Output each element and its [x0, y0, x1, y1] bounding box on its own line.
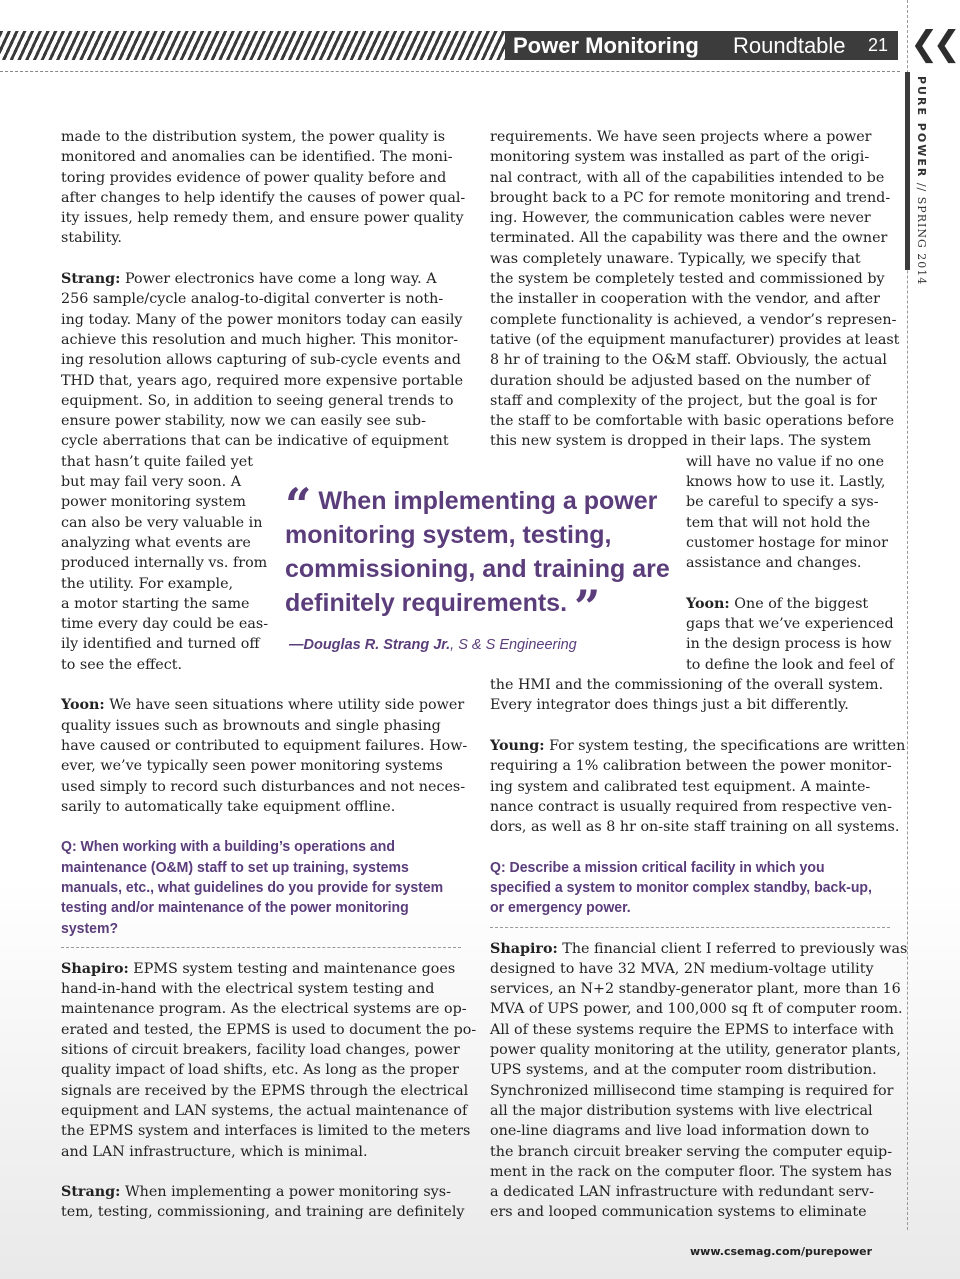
right-question — [490, 858, 878, 919]
text-line: erated and tested, the EPMS is used to document the po- — [61, 1021, 477, 1038]
right-paragraph-4 — [490, 939, 908, 1223]
paragraph-lines — [490, 756, 900, 837]
paragraph-text: For system testing, the specifications are written — [544, 737, 906, 754]
text-line: ment in the rack on the computer floor. The system has — [490, 1163, 892, 1180]
attribution-affiliation: , S & S Engineering — [450, 637, 577, 653]
text-line: Synchronized millisecond time stamping is required for — [490, 1082, 894, 1099]
text-line: made to the distribution system, the power quality is — [61, 129, 446, 145]
text-line: a dedicated LAN infrastructure with redundant serv- — [490, 1184, 874, 1201]
text-line: all the major distribution systems with live electrical — [490, 1102, 873, 1119]
text-line: used simply to record such disturbances and not neces- — [61, 778, 466, 795]
left-paragraph-5 — [61, 1182, 465, 1223]
text-line: to define the look and feel of — [686, 656, 894, 673]
paragraph-lines — [490, 675, 890, 716]
text-line: and LAN infrastructure, which is minimal. — [61, 1143, 368, 1160]
side-separator: // — [915, 182, 928, 193]
text-line: will have no value if no one — [686, 453, 885, 470]
text-line: was completely unaware. Typically, we specify that — [490, 250, 861, 267]
text-line: the EPMS system and interfaces is limited to the meters — [61, 1123, 471, 1140]
text-line: equipment and LAN systems, the actual maintenance of — [61, 1102, 468, 1119]
question-divider — [490, 927, 890, 928]
text-line: specified a system to monitor complex standby, back-up, — [490, 879, 872, 896]
text-line: the system be completely tested and commissioned by — [490, 271, 885, 288]
text-line: ity issues, help remedy them, and ensure power quality — [61, 210, 464, 227]
paragraph-text: The financial client I referred to previously was — [557, 940, 908, 957]
text-line: UPS systems, and at the computer room distribution. — [490, 1062, 877, 1079]
text-line: cycle aberrations that can be indicative of equipment — [61, 433, 449, 450]
attribution-author: —Douglas R. Strang Jr. — [289, 637, 451, 653]
right-paragraph-1 — [490, 127, 900, 452]
header-title-light: Roundtable — [733, 33, 846, 58]
text-line: MVA of UPS power, and 100,000 sq ft of computer room. — [490, 1001, 903, 1018]
left-paragraph-1 — [61, 127, 466, 249]
text-line: THD that, years ago, required more expensive portable — [61, 372, 464, 389]
header-stripe-decoration — [0, 31, 505, 60]
text-line: maintenance (O&M) staff to set up training, systems — [61, 859, 409, 876]
left-paragraph-4 — [61, 959, 477, 1162]
paragraph-lines — [61, 1202, 465, 1222]
pull-quote-attribution — [289, 637, 669, 653]
text-line: monitored and anomalies can be identified. The moni- — [61, 149, 453, 166]
text-line: requiring a 1% calibration between the power monitor- — [490, 758, 892, 775]
text-line: this new system is dropped in their laps. The system — [490, 433, 872, 450]
text-line: sitions of circuit breakers, facility load changes, power — [61, 1042, 460, 1059]
text-line: assistance and changes. — [686, 555, 862, 572]
side-accent-bar — [905, 72, 910, 270]
speaker-name: Young: — [490, 737, 545, 754]
speaker-name: Yoon: — [686, 595, 730, 612]
text-line: 8 hr of training to the O&M staff. Obviously, the actual — [490, 352, 887, 369]
text-line: hand-in-hand with the electrical system testing and — [61, 981, 435, 998]
text-line: system? — [61, 920, 119, 937]
pull-quote-line: definitely requirements. — [285, 589, 568, 617]
text-line: staff and complexity of the project, but the goal is for — [490, 392, 878, 409]
text-line: All of these systems require the EPMS to interface with — [490, 1021, 894, 1038]
paragraph-text: We have seen situations where utility side power — [104, 697, 465, 714]
pull-quote-line: commissioning, and training are — [285, 555, 670, 583]
text-line: have caused or contributed to equipment failures. How- — [61, 737, 468, 754]
side-issue-label — [915, 76, 928, 286]
text-line: nal contract, with all of the capabilities intended to be — [490, 169, 885, 186]
text-line: achieve this resolution and much higher. This monitor- — [61, 331, 459, 348]
text-line: that hasn’t quite failed yet — [61, 453, 253, 470]
speaker-name: Shapiro: — [490, 940, 558, 957]
text-line: but may fail very soon. A — [61, 474, 242, 491]
text-line: ing today. Many of the power monitors today can easily — [61, 311, 463, 328]
pull-quote — [285, 478, 675, 634]
side-brand: PURE POWER — [915, 76, 928, 179]
text-line: after changes to help identify the causes of power qual- — [61, 189, 466, 206]
text-line: Q: Describe a mission critical facility in which you — [490, 859, 825, 876]
text-line: stability. — [61, 230, 122, 247]
text-line: the utility. For example, — [61, 575, 234, 592]
paragraph-lines — [61, 716, 468, 817]
side-issue: SPRING 2014 — [915, 196, 928, 286]
paragraph-lines — [490, 959, 903, 1223]
text-line: knows how to use it. Lastly, — [686, 474, 886, 491]
footer-url[interactable]: www.csemag.com/purepower — [690, 1245, 873, 1258]
text-line: sarily to automatically take equipment offline. — [61, 798, 396, 815]
text-line: the branch circuit breaker serving the computer equip- — [490, 1143, 893, 1160]
text-line: dors, as well as 8 hr on-site staff training on all systems. — [490, 819, 900, 836]
header-divider — [0, 71, 900, 72]
open-quote-mark: “ — [285, 478, 312, 532]
text-line: can also be very valuable in — [61, 514, 263, 531]
text-line: signals are received by the EPMS through the electrical — [61, 1082, 469, 1099]
speaker-name: Shapiro: — [61, 960, 129, 977]
text-line: ers and looped communication systems to eliminate — [490, 1204, 867, 1221]
text-line: analyzing what events are — [61, 534, 251, 551]
close-quote-mark: ” — [573, 580, 601, 634]
pull-quote-line: monitoring system, testing, — [285, 521, 612, 549]
text-line: tem, testing, commissioning, and training are definitely — [61, 1204, 465, 1221]
text-line: ily identified and turned off — [61, 636, 260, 653]
text-line: time every day could be eas- — [61, 616, 269, 633]
text-line: complete functionality is achieved, a vendor’s represen- — [490, 311, 897, 328]
text-line: to see the effect. — [61, 656, 183, 673]
left-question — [61, 837, 449, 938]
text-line: power quality monitoring at the utility, generator plants, — [490, 1042, 901, 1059]
text-line: quality impact of load shifts, etc. As long as the proper — [61, 1062, 459, 1079]
text-line: in the design process is how — [686, 636, 892, 653]
text-line: customer hostage for minor — [686, 534, 888, 551]
paragraph-text: EPMS system testing and maintenance goes — [128, 960, 456, 977]
text-line: duration should be adjusted based on the number of — [490, 372, 871, 389]
text-line: be careful to specify a sys- — [686, 494, 879, 511]
text-line: 256 sample/cycle analog-to-digital converter is noth- — [61, 291, 444, 308]
text-line: brought back to a PC for remote monitoring and trend- — [490, 189, 891, 206]
text-line: toring provides evidence of power quality before and — [61, 169, 447, 186]
text-line: requirements. We have seen projects where a power — [490, 129, 872, 145]
speaker-name: Yoon: — [61, 697, 105, 714]
text-line: a motor starting the same — [61, 595, 250, 612]
text-line: quality issues such as brownouts and single phasing — [61, 717, 441, 734]
text-line: designed to have 32 MVA, 2N medium-voltage utility — [490, 960, 874, 977]
text-line: the installer in cooperation with the vendor, and after — [490, 291, 880, 308]
text-line: tative (of the equipment manufacturer) provides at least — [490, 331, 900, 348]
left-paragraph-3 — [61, 695, 468, 817]
text-line: ing. However, the communication cables were never — [490, 210, 871, 227]
text-line: manuals, etc., what guidelines do you provide for system — [61, 879, 444, 896]
paragraph-text: Power electronics have come a long way. A — [120, 271, 437, 288]
header-title-bold: Power Monitoring — [513, 33, 699, 58]
text-line: Q: When working with a building’s operations and — [61, 839, 395, 856]
paragraph-text: When implementing a power monitoring sys- — [120, 1184, 451, 1201]
text-line: ing resolution allows capturing of sub-cycle events and — [61, 352, 461, 369]
text-line: produced internally vs. from — [61, 555, 268, 572]
text-line: gaps that we’ve experienced — [686, 616, 894, 633]
paragraph-lines — [61, 979, 477, 1162]
header-bar — [505, 31, 898, 60]
text-line: monitoring system was installed as part of the origi- — [490, 149, 870, 166]
text-line: services, an N+2 standby-generator plant, more than 16 — [490, 981, 901, 998]
text-line: equipment. So, in addition to seeing general trends to — [61, 392, 454, 409]
text-line: testing and/or maintenance of the power monitoring — [61, 900, 409, 917]
page-number: 21 — [867, 35, 888, 55]
text-line: power monitoring system — [61, 494, 246, 511]
text-line: maintenance program. As the electrical systems are op- — [61, 1001, 467, 1018]
text-line: ensure power stability, now we can easily see sub- — [61, 413, 426, 430]
speaker-name: Strang: — [61, 1184, 121, 1201]
question-divider — [61, 947, 461, 948]
text-line: ing system and calibrated test equipment. A mainte- — [490, 778, 871, 795]
text-line: Every integrator does things just a bit differently. — [490, 697, 849, 714]
left-column — [61, 127, 477, 1223]
right-column — [490, 127, 908, 1223]
pull-quote-line: When implementing a power — [318, 487, 658, 515]
text-line: the HMI and the commissioning of the overall system. — [490, 677, 884, 694]
right-paragraph-3 — [490, 736, 906, 837]
speaker-name: Strang: — [61, 271, 121, 288]
text-line: or emergency power. — [490, 900, 631, 917]
text-line: nance contract is usually required from respective ven- — [490, 798, 892, 815]
text-line: terminated. All the capability was there and the owner — [490, 230, 888, 247]
text-line: ever, we’ve typically seen power monitoring systems — [61, 758, 443, 775]
text-line: tem that will not hold the — [686, 514, 871, 531]
paragraph-text: One of the biggest — [729, 595, 869, 612]
text-line: one-line diagrams and live load information down to — [490, 1123, 870, 1140]
double-chevron-left-icon[interactable]: ❮❮ — [910, 24, 955, 64]
text-line: the staff to be comfortable with basic operations before — [490, 413, 895, 430]
